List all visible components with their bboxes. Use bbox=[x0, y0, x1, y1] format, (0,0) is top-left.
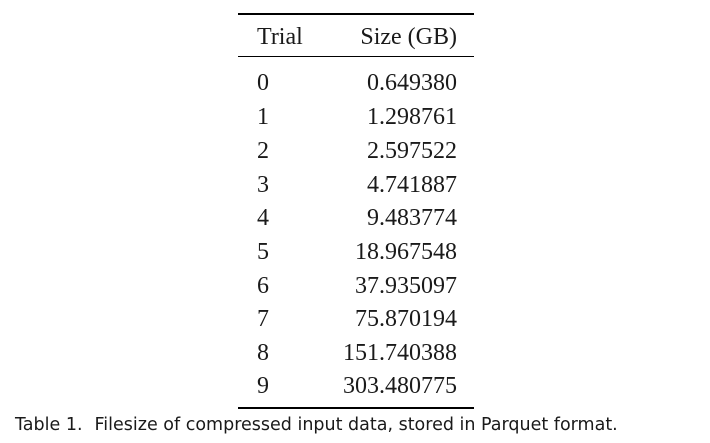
row-0-trial: 0 bbox=[257, 70, 269, 96]
header-size: Size (GB) bbox=[360, 24, 457, 50]
row-4-trial: 4 bbox=[257, 205, 269, 231]
row-2-size: 2.597522 bbox=[367, 138, 457, 164]
row-1-size: 1.298761 bbox=[367, 104, 457, 130]
table-top-rule bbox=[238, 13, 474, 15]
row-8-size: 151.740388 bbox=[343, 340, 457, 366]
header-trial: Trial bbox=[257, 24, 303, 50]
row-8-trial: 8 bbox=[257, 340, 269, 366]
caption-text: Filesize of compressed input data, stored in Parquet format. bbox=[94, 415, 618, 435]
row-9-size: 303.480775 bbox=[343, 373, 457, 399]
row-0-size: 0.649380 bbox=[367, 70, 457, 96]
table-caption bbox=[15, 411, 618, 439]
row-5-size: 18.967548 bbox=[355, 239, 457, 265]
row-6-trial: 6 bbox=[257, 273, 269, 299]
row-6-size: 37.935097 bbox=[355, 273, 457, 299]
row-2-trial: 2 bbox=[257, 138, 269, 164]
row-9-trial: 9 bbox=[257, 373, 269, 399]
row-3-trial: 3 bbox=[257, 172, 269, 198]
caption-label: Table 1. bbox=[15, 415, 83, 435]
row-7-size: 75.870194 bbox=[355, 306, 457, 332]
table-bottom-rule bbox=[238, 407, 474, 409]
row-7-trial: 7 bbox=[257, 306, 269, 332]
row-5-trial: 5 bbox=[257, 239, 269, 265]
table-header-rule bbox=[238, 56, 474, 57]
row-4-size: 9.483774 bbox=[367, 205, 457, 231]
row-1-trial: 1 bbox=[257, 104, 269, 130]
row-3-size: 4.741887 bbox=[367, 172, 457, 198]
